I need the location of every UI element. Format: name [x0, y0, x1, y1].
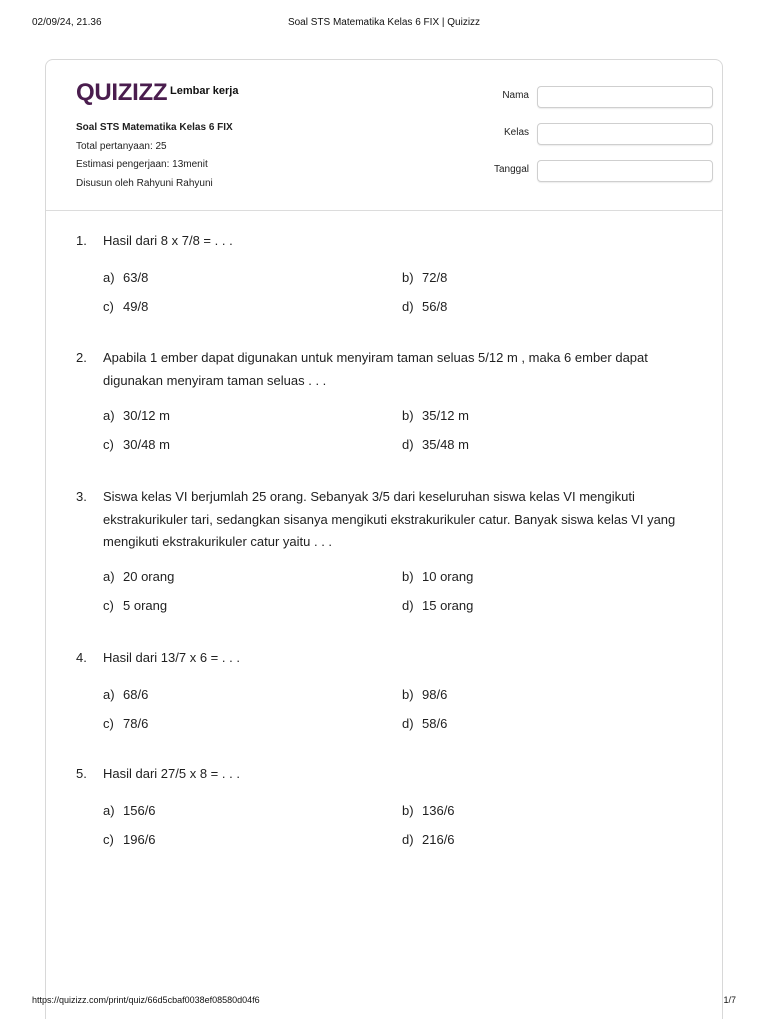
quiz-author: Disusun oleh Rahyuni Rahyuni [76, 177, 213, 189]
option-c: c) 49/8 [103, 299, 149, 314]
option-b: b) 98/6 [402, 687, 448, 702]
option-d: d) 216/6 [402, 832, 455, 847]
quiz-title: Soal STS Matematika Kelas 6 FIX [76, 122, 233, 133]
option-b: b) 35/12 m [402, 408, 469, 423]
field-label: Nama [502, 90, 529, 101]
option-c: c) 30/48 m [103, 437, 170, 452]
option-a: a) 68/6 [103, 687, 149, 702]
option-c: c) 196/6 [103, 832, 156, 847]
option-b: b) 10 orang [402, 569, 474, 584]
print-datetime: 02/09/24, 21.36 [32, 17, 102, 28]
option-a: a) 63/8 [103, 270, 149, 285]
field-nama [466, 86, 694, 108]
tanggal-input[interactable] [537, 160, 713, 182]
print-header [32, 17, 736, 31]
question-number: 5. [76, 766, 87, 781]
question-number: 1. [76, 233, 87, 248]
question-text: Siswa kelas VI berjumlah 25 orang. Sebanyak 3/5 dari keseluruhan siswa kelas VI mengikuti ekstrakurikuler tari, sedangkan sisanya mengikuti ekstrakurikuler catur. Banyak siswa kelas VI yang mengikuti ekstrakurikuler catur yaitu . . . [103, 489, 676, 549]
page-number: 1/7 [723, 995, 736, 1005]
field-kelas [466, 123, 694, 145]
option-d: d) 56/8 [402, 299, 448, 314]
question-number: 2. [76, 350, 87, 365]
worksheet-label: Lembar kerja [170, 85, 239, 97]
nama-input[interactable] [537, 86, 713, 108]
option-a: a) 30/12 m [103, 408, 170, 423]
quiz-estimate: Estimasi pengerjaan: 13menit [76, 159, 208, 170]
option-a: a) 156/6 [103, 803, 156, 818]
field-tanggal [466, 160, 694, 182]
option-b: b) 72/8 [402, 270, 448, 285]
field-label: Tanggal [493, 164, 529, 175]
option-a: a) 20 orang [103, 569, 175, 584]
kelas-input[interactable] [537, 123, 713, 145]
print-footer [32, 995, 736, 1009]
option-d: d) 58/6 [402, 716, 448, 731]
question-number: 3. [76, 489, 87, 504]
question-text: Hasil dari 8 x 7/8 = . . . [103, 233, 233, 248]
print-page-title: Soal STS Matematika Kelas 6 FIX | Quizizz [287, 17, 481, 28]
quiz-total-questions: Total pertanyaan: 25 [76, 140, 167, 152]
option-c: c) 5 orang [103, 598, 168, 613]
worksheet-card [45, 59, 723, 1019]
quizizz-logo: QUIZIZZ [76, 79, 168, 106]
question-text: Hasil dari 13/7 x 6 = . . . [103, 650, 240, 665]
field-label: Kelas [503, 127, 529, 138]
question-text: Apabila 1 ember dapat digunakan untuk menyiram taman seluas 5/12 m , maka 6 ember dapat digunakan menyiram taman seluas . . . [103, 350, 648, 388]
option-d: d) 15 orang [402, 598, 474, 613]
option-d: d) 35/48 m [402, 437, 469, 452]
print-url: https://quizizz.com/print/quiz/66d5cbaf0038ef08580d04f6 [32, 995, 260, 1005]
option-b: b) 136/6 [402, 803, 455, 818]
question-text: Hasil dari 27/5 x 8 = . . . [103, 766, 240, 781]
quiz-meta [76, 119, 233, 193]
worksheet-header [46, 60, 722, 211]
question-number: 4. [76, 650, 87, 665]
option-c: c) 78/6 [103, 716, 149, 731]
